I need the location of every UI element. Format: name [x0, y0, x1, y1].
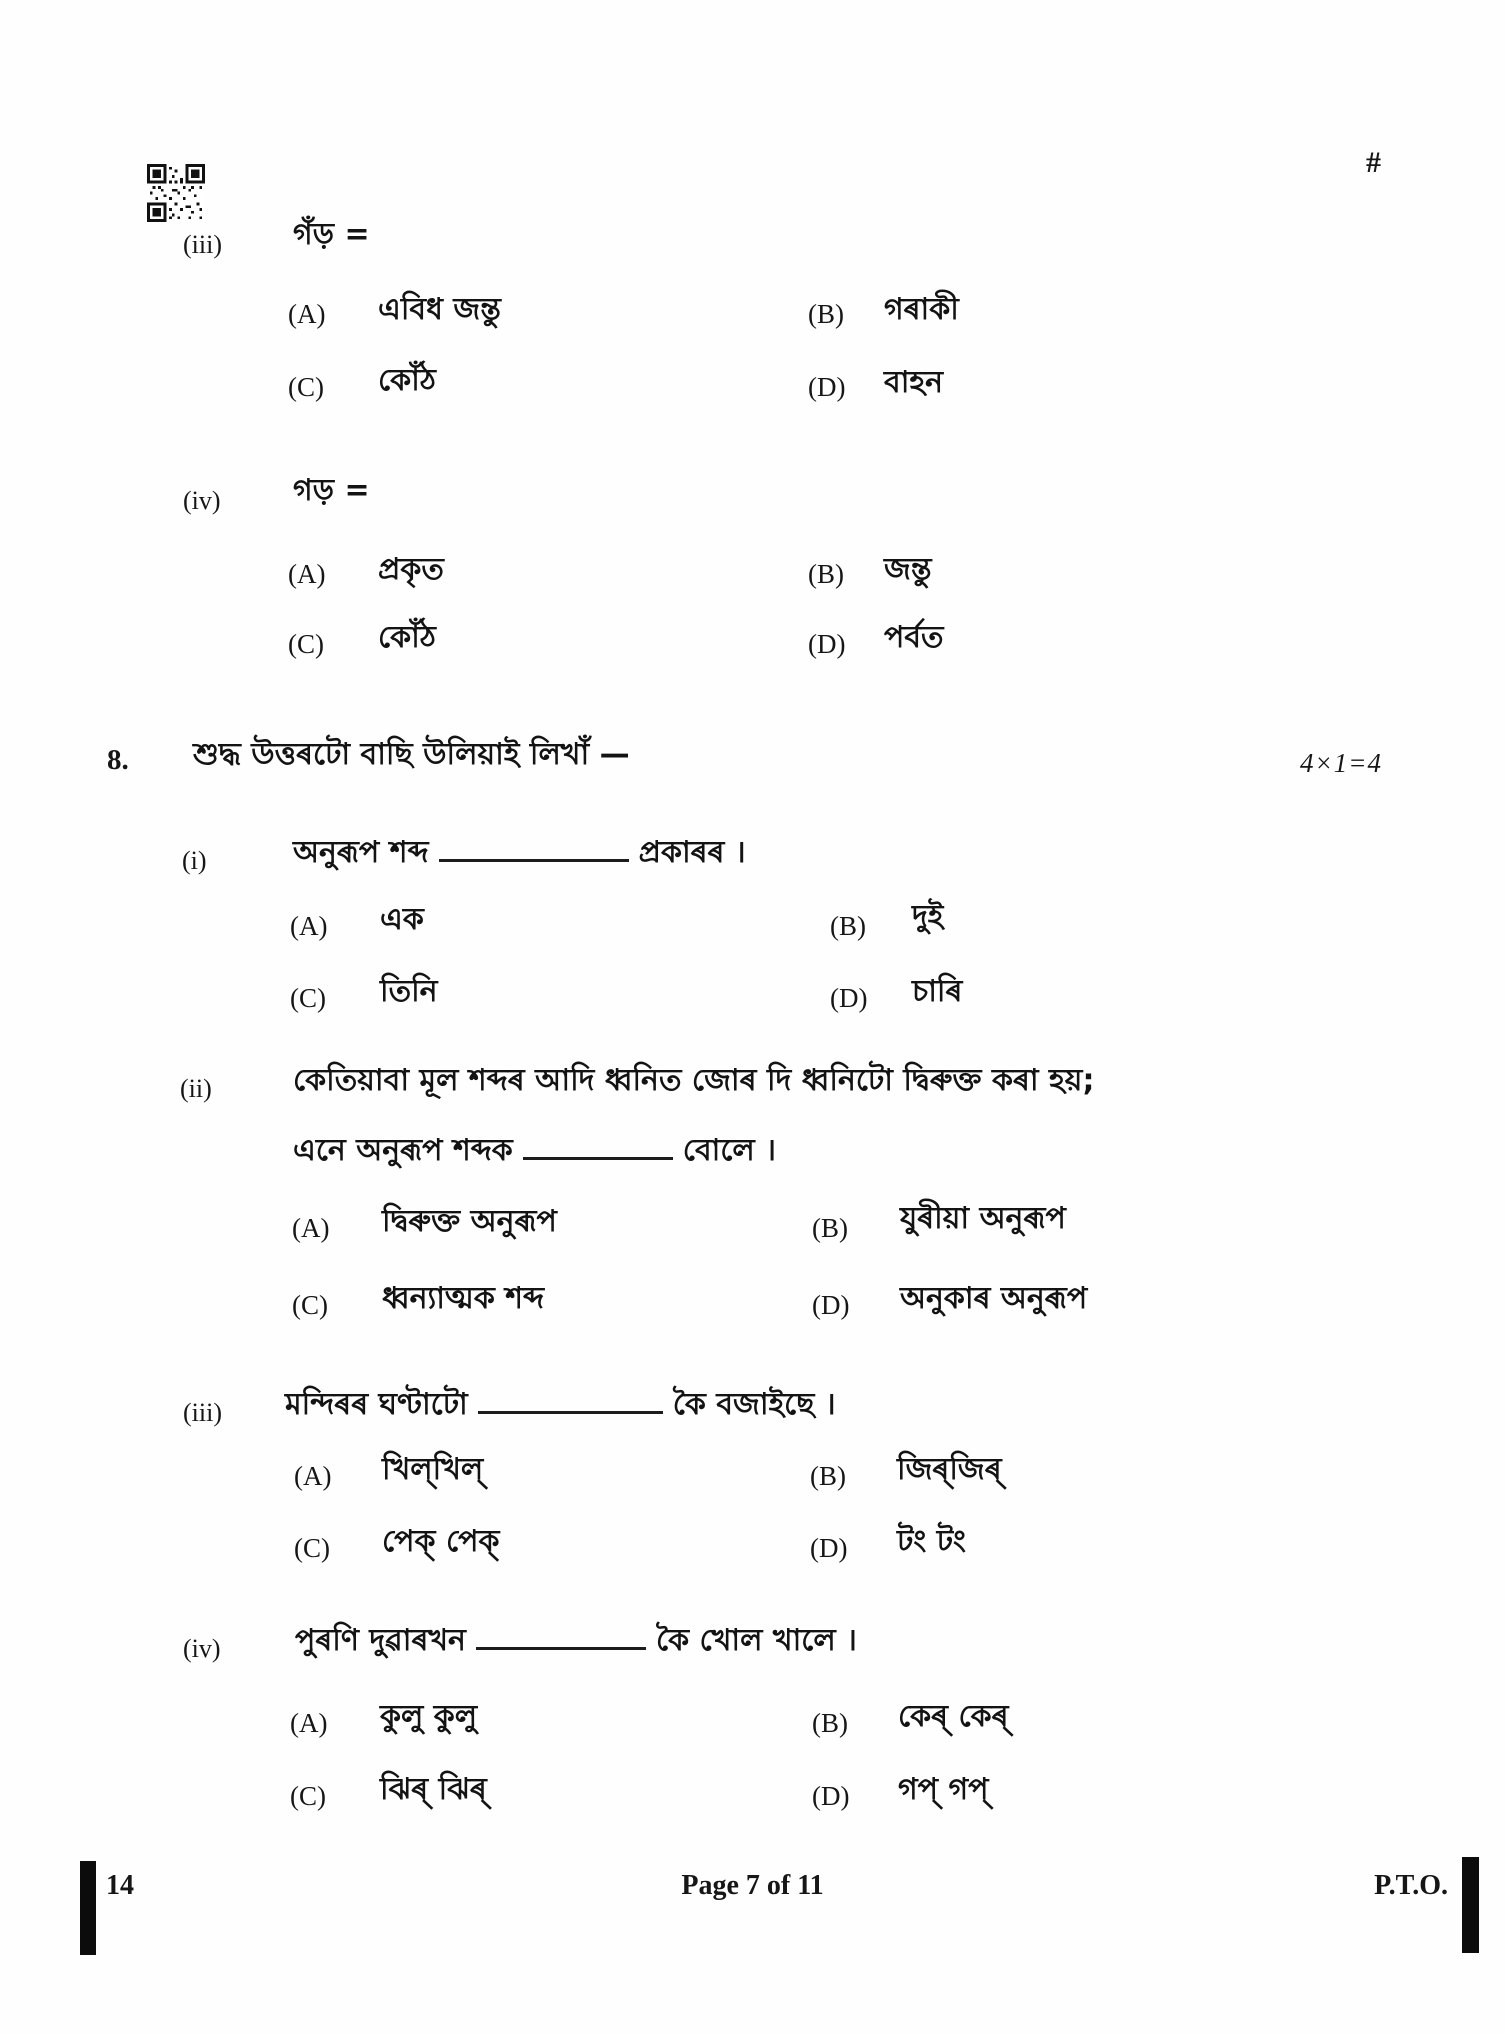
- q7-iv-option-b-label: (B): [808, 559, 844, 589]
- q7-iii-option-c-label: (C): [288, 372, 324, 402]
- q8-item-ii-marker: (ii): [180, 1074, 212, 1103]
- q8-iii-stem-after: কৈ বজাইছে ।: [672, 1387, 836, 1422]
- q8-ii-option-d-text: অনুকাৰ অনুৰূপ: [900, 1281, 1088, 1316]
- q8-iv-stem-after: কৈ খোল খালে ।: [655, 1623, 857, 1658]
- q8-i-option-b-label: (B): [830, 911, 866, 941]
- q7-iv-option-a-text: প্ৰকৃত: [378, 552, 444, 587]
- q8-item-iv-marker: (iv): [183, 1634, 221, 1663]
- q8-iv-stem-before: পুৰণি দুৱাৰখন: [295, 1623, 466, 1658]
- q7-item-iv-marker: (iv): [183, 486, 221, 515]
- q8-iii-option-b-text: জিৰ্‌জিৰ্: [897, 1452, 1002, 1487]
- q8-ii-option-d-label: (D): [812, 1290, 850, 1320]
- q8-iv-option-b-text: কেৰ্ কেৰ্: [898, 1699, 1009, 1734]
- q8-iii-option-a-text: খিল্‌খিল্: [382, 1452, 484, 1487]
- q8-iii-blank-line: [478, 1406, 663, 1414]
- q8-i-stem-after: প্ৰকাৰৰ ।: [638, 835, 746, 870]
- q8-marks: 4×1=4: [1300, 748, 1382, 778]
- q8-ii-option-a-label: (A): [292, 1213, 330, 1243]
- footer-right-bar: [1462, 1857, 1479, 1953]
- q8-iv-option-c-text: ঝিৰ্ ঝিৰ্: [380, 1772, 487, 1807]
- q7-iv-option-d-label: (D): [808, 629, 846, 659]
- q8-ii-option-b-text: যুৰীয়া অনুৰূপ: [900, 1201, 1066, 1236]
- q8-iv-option-d-text: গপ্ গপ্: [898, 1772, 989, 1807]
- q8-i-option-a-text: এক: [380, 902, 424, 937]
- q7-iii-option-b-text: গৰাকী: [884, 292, 959, 327]
- q8-iii-option-b-label: (B): [810, 1461, 846, 1491]
- q8-i-option-d-text: চাৰি: [912, 974, 963, 1009]
- q8-iv-option-d-label: (D): [812, 1781, 850, 1811]
- q7-iii-option-d-label: (D): [808, 372, 846, 402]
- q8-i-option-d-label: (D): [830, 983, 868, 1013]
- q7-iii-option-a-text: এবিধ জন্তু: [378, 292, 501, 327]
- footer-page-indicator: Page 7 of 11: [681, 1870, 824, 1901]
- q7-iii-option-d-text: বাহন: [884, 365, 944, 400]
- q7-iv-option-c-text: কোঁঠ: [378, 620, 436, 655]
- q8-iii-option-a-label: (A): [294, 1461, 332, 1491]
- q8-item-iii-stem: [285, 1386, 836, 1424]
- q8-iv-blank-line: [476, 1642, 646, 1650]
- q7-iv-option-c-label: (C): [288, 629, 324, 659]
- q7-iii-option-a-label: (A): [288, 299, 326, 329]
- q8-iii-stem-before: মন্দিৰৰ ঘণ্টাটো: [285, 1387, 468, 1422]
- q8-item-i-marker: (i): [182, 846, 207, 875]
- q7-iv-option-b-text: জন্তু: [884, 552, 932, 587]
- q8-ii-option-b-label: (B): [812, 1213, 848, 1243]
- q7-iv-option-d-text: পৰ্বত: [884, 620, 944, 655]
- q8-i-option-a-label: (A): [290, 911, 328, 941]
- q7-iv-option-a-label: (A): [288, 559, 326, 589]
- q8-iv-option-a-label: (A): [290, 1708, 328, 1738]
- q8-ii-blank-line: [523, 1152, 673, 1160]
- q7-iii-option-c-text: কোঁঠ: [378, 363, 436, 398]
- q8-instruction: শুদ্ধ উত্তৰটো বাছি উলিয়াই লিখাঁ —: [193, 737, 630, 772]
- q8-iii-option-c-label: (C): [294, 1533, 330, 1563]
- q8-iv-option-b-label: (B): [812, 1708, 848, 1738]
- footer-pto: P.T.O.: [1374, 1870, 1448, 1901]
- footer-sheet-number: 14: [106, 1870, 134, 1901]
- hash-mark: #: [1366, 146, 1381, 179]
- q8-iii-option-d-label: (D): [810, 1533, 848, 1563]
- q8-ii-option-c-label: (C): [292, 1290, 328, 1320]
- q8-ii-option-c-text: ধ্বন্যাত্মক শব্দ: [382, 1281, 545, 1316]
- q7-iii-option-b-label: (B): [808, 299, 844, 329]
- q8-ii-stem-before: এনে অনুৰূপ শব্দক: [293, 1133, 513, 1168]
- q8-item-ii-stem: [293, 1132, 776, 1170]
- q8-number: 8.: [107, 744, 129, 776]
- q8-iii-option-c-text: পেক্ পেক্: [382, 1524, 500, 1559]
- q8-ii-option-a-text: দ্বিৰুক্ত অনুৰূপ: [382, 1204, 557, 1239]
- q8-ii-stem-after: বোলে ।: [682, 1133, 776, 1168]
- q8-item-iv-stem: [295, 1622, 857, 1660]
- q8-item-i-stem: [293, 834, 746, 872]
- q7-item-iii-marker: (iii): [183, 230, 222, 259]
- q8-ii-line1: কেতিয়াবা মূল শব্দৰ আদি ধ্বনিত জোৰ দি ধ্বনিটো দ্বিৰুক্ত কৰা হয়;: [293, 1063, 1095, 1098]
- q7-item-iii-stem: গঁড় =: [293, 217, 370, 252]
- q7-item-iv-stem: গড় =: [293, 473, 370, 508]
- q8-item-iii-marker: (iii): [183, 1398, 222, 1427]
- q8-i-blank-line: [439, 854, 629, 862]
- q8-iii-option-d-text: টং টং: [897, 1524, 966, 1559]
- q8-iv-option-a-text: কুলু কুলু: [380, 1699, 478, 1734]
- q8-i-option-c-text: তিনি: [380, 974, 438, 1009]
- q8-i-stem-before: অনুৰূপ শব্দ: [293, 835, 429, 870]
- q8-i-option-b-text: দুই: [912, 899, 944, 934]
- q8-i-option-c-label: (C): [290, 983, 326, 1013]
- q8-iv-option-c-label: (C): [290, 1781, 326, 1811]
- qr-code: [147, 163, 205, 223]
